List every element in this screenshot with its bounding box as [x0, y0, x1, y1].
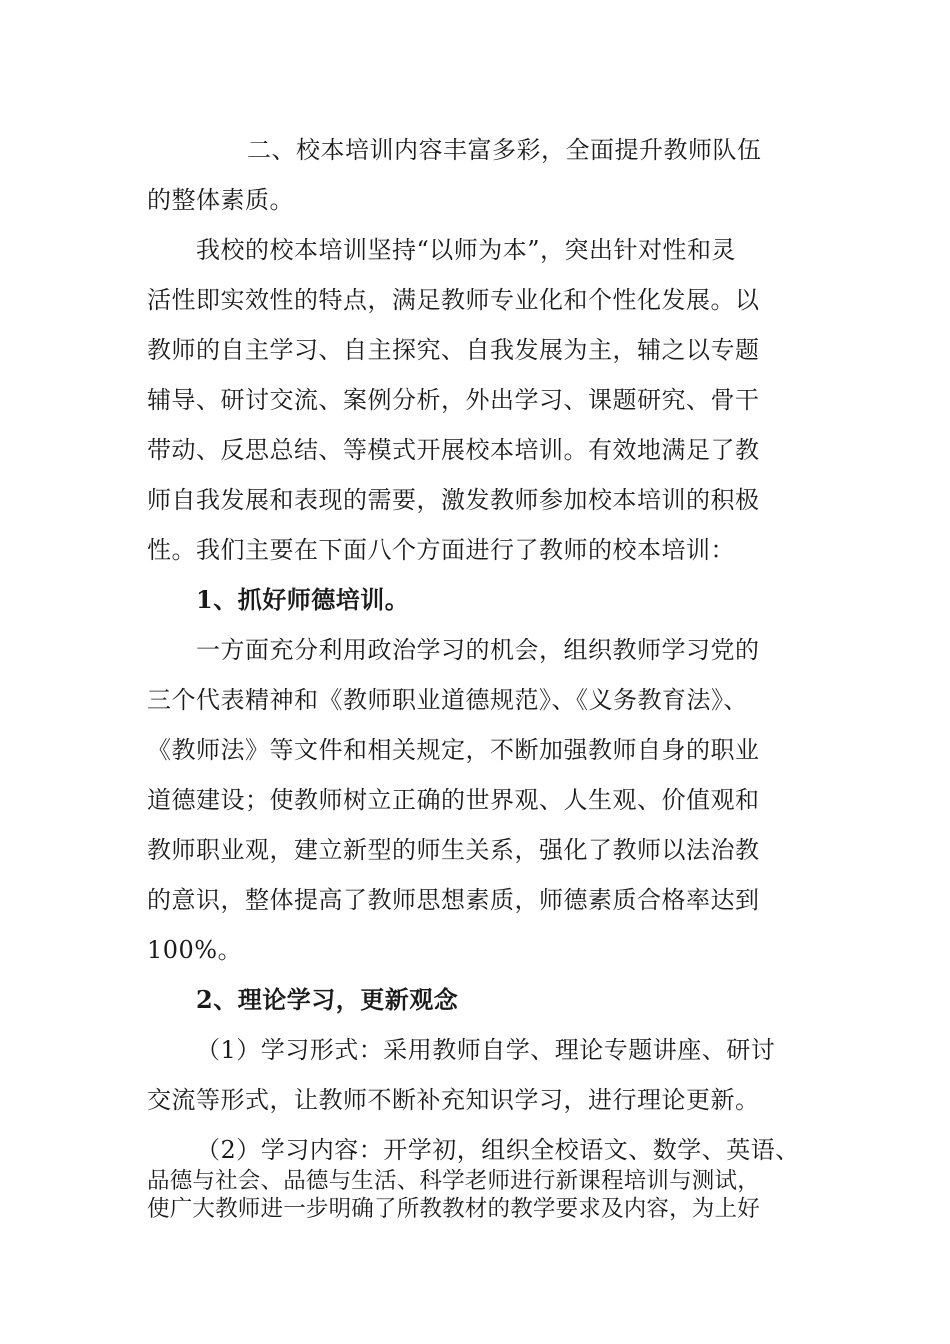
paragraph-line: 道德建设；使教师树立正确的世界观、人生观、价值观和	[147, 786, 760, 814]
paragraph-line: （1）学习形式：采用教师自学、理论专题讲座、研讨	[196, 1036, 776, 1064]
paragraph-line: 交流等形式，让教师不断补充知识学习，进行理论更新。	[147, 1086, 760, 1114]
section-heading-line-2: 的整体素质。	[147, 186, 294, 214]
paragraph-line: （2）学习内容：开学初，组织全校语文、数学、英语、	[196, 1136, 800, 1164]
paragraph-line: 我校的校本培训坚持“以师为本”，突出针对性和灵	[196, 236, 737, 264]
paragraph-line: 性。我们主要在下面八个方面进行了教师的校本培训：	[147, 536, 735, 564]
paragraph-line: 100%。	[147, 936, 243, 964]
paragraph-line: 带动、反思总结、等模式开展校本培训。有效地满足了教	[147, 436, 760, 464]
paragraph-line: 师自我发展和表现的需要，激发教师参加校本培训的积极	[147, 486, 760, 514]
subheading-ethics: 1、抓好师德培训。	[196, 585, 410, 614]
paragraph-line: 使广大教师进一步明确了所教教材的教学要求及内容，为上好	[147, 1196, 760, 1222]
paragraph-line: 的意识，整体提高了教师思想素质，师德素质合格率达到	[147, 886, 760, 914]
paragraph-line: 活性即实效性的特点，满足教师专业化和个性化发展。以	[147, 286, 760, 314]
paragraph-line: 品德与社会、品德与生活、科学老师进行新课程培训与测试，	[147, 1168, 760, 1194]
paragraph-line: 教师的自主学习、自主探究、自我发展为主，辅之以专题	[147, 336, 760, 364]
subheading-theory: 2、理论学习，更新观念	[196, 985, 459, 1014]
section-heading-line-1: 二、校本培训内容丰富多彩，全面提升教师队伍	[247, 136, 762, 164]
paragraph-line: 教师职业观，建立新型的师生关系，强化了教师以法治教	[147, 836, 760, 864]
paragraph-line: 一方面充分利用政治学习的机会，组织教师学习党的	[196, 636, 760, 664]
paragraph-line: 三个代表精神和《教师职业道德规范》、《义务教育法》、	[147, 686, 748, 714]
paragraph-line: 《教师法》等文件和相关规定，不断加强教师自身的职业	[147, 736, 760, 764]
paragraph-line: 辅导、研讨交流、案例分析，外出学习、课题研究、骨干	[147, 386, 760, 414]
